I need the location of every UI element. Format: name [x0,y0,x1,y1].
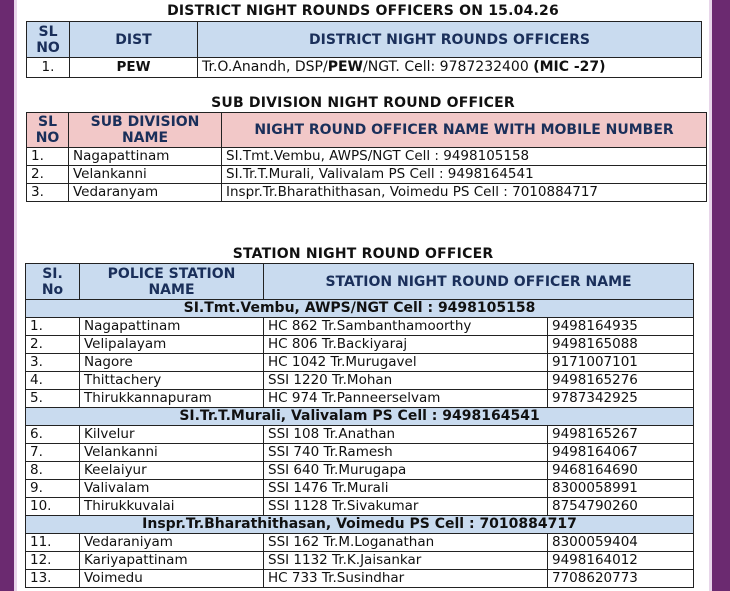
station-mobile: 8300059404 [548,534,694,552]
station-name: Thirukkuvalai [80,498,264,516]
station-officer: SSI 740 Tr.Ramesh [264,444,548,462]
header-station-officer-name: STATION NIGHT ROUND OFFICER NAME [264,264,694,300]
station-mobile: 8300058991 [548,480,694,498]
station-officer: SSI 108 Tr.Anathan [264,426,548,444]
station-mobile: 9787342925 [548,390,694,408]
station-group-label: SI.Tr.T.Murali, Valivalam PS Cell : 9498164541 [26,408,694,426]
header-subdivision-name: SUB DIVISION NAME [69,113,222,148]
row-sl: 7. [26,444,80,462]
subdivision-name: Velankanni [69,166,222,184]
station-officer: SSI 1132 Tr.K.Jaisankar [264,552,548,570]
subdivision-officer: SI.Tr.T.Murali, Valivalam PS Cell : 9498164541 [222,166,707,184]
station-row [26,570,694,588]
station-mobile: 9498164935 [548,318,694,336]
station-table [25,263,694,588]
row-sl: 10. [26,498,80,516]
header-si-no: SI. No [26,264,80,300]
station-officer: HC 733 Tr.Susindhar [264,570,548,588]
station-row [26,390,694,408]
row-sl: 9. [26,480,80,498]
right-frame-inner [709,0,712,591]
district-officer: Tr.O.Anandh, DSP/PEW/NGT. Cell: 9787232400 (MIC -27) [198,58,702,78]
station-name: Thirukkannapuram [80,390,264,408]
district-row [27,58,702,78]
station-row [26,480,694,498]
row-sl: 12. [26,552,80,570]
station-row [26,426,694,444]
station-row [26,318,694,336]
station-officer: HC 1042 Tr.Murugavel [264,354,548,372]
station-row [26,336,694,354]
subdivision-name: Nagapattinam [69,148,222,166]
station-name: Kariyapattinam [80,552,264,570]
row-sl: 8. [26,462,80,480]
station-mobile: 8754790260 [548,498,694,516]
station-name: Velipalayam [80,336,264,354]
station-name: Nagore [80,354,264,372]
station-mobile: 9171007101 [548,354,694,372]
station-officer: HC 806 Tr.Backiyaraj [264,336,548,354]
station-title: STATION NIGHT ROUND OFFICER [232,246,494,262]
row-sl: 6. [26,426,80,444]
station-group-label: SI.Tmt.Vembu, AWPS/NGT Cell : 9498105158 [26,300,694,318]
station-name: Keelaiyur [80,462,264,480]
station-name: Thittachery [80,372,264,390]
station-row [26,498,694,516]
subdivision-row [27,166,707,184]
row-sl: 3. [26,354,80,372]
station-officer: HC 862 Tr.Sambanthamoorthy [264,318,548,336]
header-dist: DIST [70,22,198,58]
station-mobile: 9468164690 [548,462,694,480]
station-name: Vedaraniyam [80,534,264,552]
station-row [26,354,694,372]
station-group-row [26,300,694,318]
row-sl: 5. [26,390,80,408]
row-sl: 13. [26,570,80,588]
station-officer: SSI 1476 Tr.Murali [264,480,548,498]
header-police-station-name: POLICE STATION NAME [80,264,264,300]
header-night-round-officer: NIGHT ROUND OFFICER NAME WITH MOBILE NUMBER [222,113,707,148]
station-group-row [26,516,694,534]
district-header-row [27,22,702,58]
station-name: Velankanni [80,444,264,462]
station-officer: SSI 1220 Tr.Mohan [264,372,548,390]
row-sl: 2. [26,336,80,354]
station-officer: SSI 640 Tr.Murugapa [264,462,548,480]
station-mobile: 9498165267 [548,426,694,444]
subdivision-row [27,148,707,166]
station-row [26,372,694,390]
station-header-row [26,264,694,300]
subdivision-row [27,184,707,202]
subdivision-title: SUB DIVISION NIGHT ROUND OFFICER [211,95,515,111]
header-sl-no: SL NO [27,22,70,58]
station-officer: HC 974 Tr.Panneerselvam [264,390,548,408]
station-mobile: 9498164067 [548,444,694,462]
mic-label: (MIC -27) [533,59,606,75]
station-mobile: 9498165088 [548,336,694,354]
station-row [26,552,694,570]
station-group-row [26,408,694,426]
header-sl-no: SL NO [27,113,69,148]
document-page [17,0,709,591]
row-sl: 4. [26,372,80,390]
district-dist: PEW [70,58,198,78]
row-sl: 1. [26,318,80,336]
station-name: Nagapattinam [80,318,264,336]
station-mobile: 9498165276 [548,372,694,390]
station-officer: SSI 1128 Tr.Sivakumar [264,498,548,516]
row-sl: 3. [27,184,69,202]
right-frame-border [712,0,730,591]
row-sl: 11. [26,534,80,552]
row-sl: 2. [27,166,69,184]
header-district-officers: DISTRICT NIGHT ROUNDS OFFICERS [198,22,702,58]
station-mobile: 9498164012 [548,552,694,570]
station-name: Valivalam [80,480,264,498]
station-mobile: 7708620773 [548,570,694,588]
district-table [26,21,702,78]
subdivision-name: Vedaranyam [69,184,222,202]
row-sl: 1. [27,148,69,166]
station-row [26,444,694,462]
subdivision-header-row [27,113,707,148]
station-group-label: Inspr.Tr.Bharathithasan, Voimedu PS Cell : 7010884717 [26,516,694,534]
district-sl: 1. [27,58,70,78]
station-name: Voimedu [80,570,264,588]
station-row [26,534,694,552]
station-name: Kilvelur [80,426,264,444]
subdivision-table [26,112,707,202]
district-title: DISTRICT NIGHT ROUNDS OFFICERS ON 15.04.26 [167,3,559,19]
station-officer: SSI 162 Tr.M.Loganathan [264,534,548,552]
left-frame-border [0,0,14,591]
station-row [26,462,694,480]
subdivision-officer: SI.Tmt.Vembu, AWPS/NGT Cell : 9498105158 [222,148,707,166]
subdivision-officer: Inspr.Tr.Bharathithasan, Voimedu PS Cell : 7010884717 [222,184,707,202]
